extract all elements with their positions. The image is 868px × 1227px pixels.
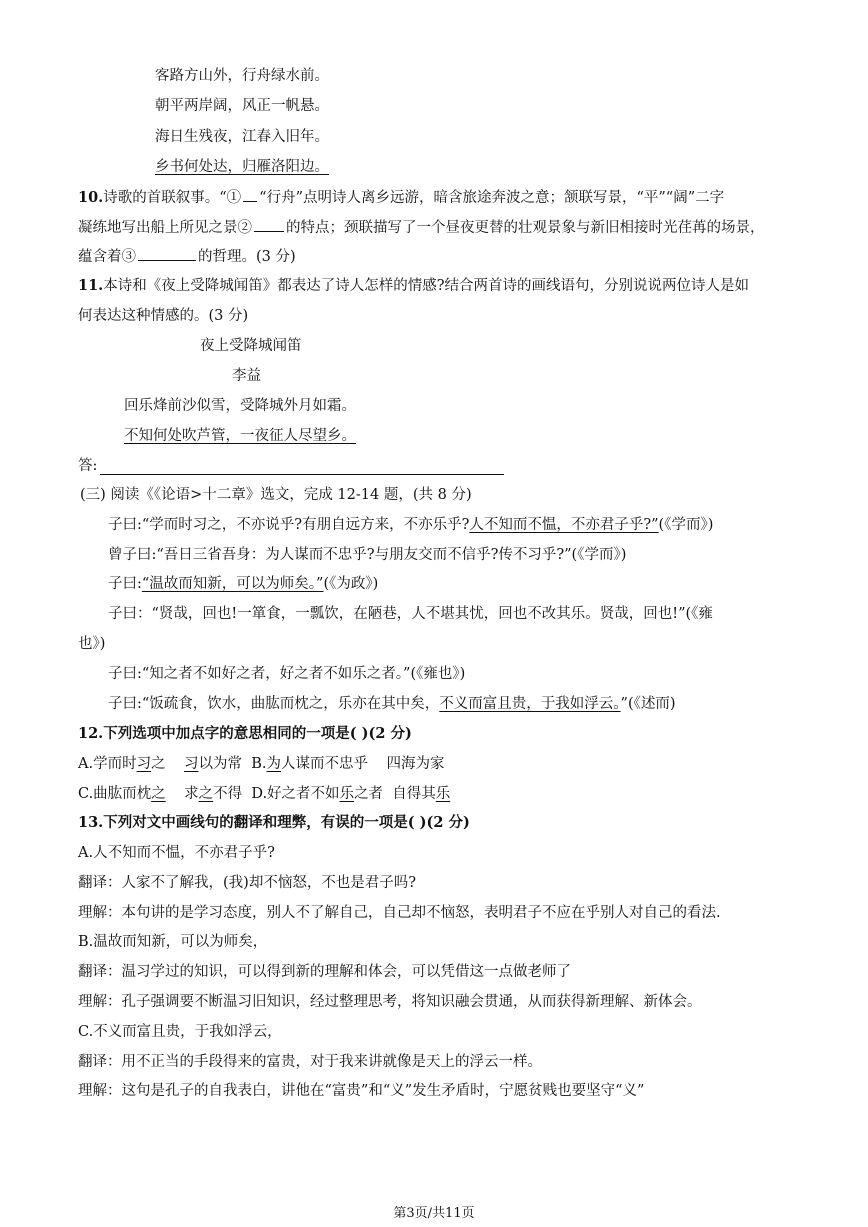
poem-line-2: 朝平两岸阔，风正一帆悬。 — [155, 98, 329, 114]
q13-b-understanding: 理解：孔子强调要不断温习旧知识，经过整理思考，将知识融会贯通，从而获得新理解、新体会。 — [78, 994, 702, 1010]
q12-d-marked-1: 乐 — [339, 786, 355, 802]
q12-b-text: 人谋而不忠乎 四海为家 — [281, 756, 445, 772]
analects-para-6-text: 子曰:“饭疏食，饮水，曲肱而枕之，乐亦在其中矣， — [108, 696, 440, 712]
q12-options-ab — [78, 754, 444, 774]
q11-answer-label: 答: — [78, 458, 98, 474]
section3-heading: (三) 阅读《《论语>十二章》选文，完成 12-14 题，(共 8 分) — [80, 487, 472, 503]
q12-c-text-2: 求 — [165, 786, 199, 802]
q11-line-2: 何表达这种情感的。(3 分) — [78, 308, 249, 324]
analects-para-6 — [108, 694, 676, 714]
q11-poem-line-2: 不知何处吹芦管，一夜征人尽望乡。 — [124, 428, 356, 444]
poem-line-1: 客路方山外，行舟绿水前。 — [155, 68, 329, 84]
q13-c-sentence: C.不义而富且贵，于我如浮云， — [78, 1024, 282, 1040]
analects-para-6-source: ”(《述而) — [620, 696, 676, 712]
q13-c-understanding: 理解：这句是孔子的自我表白，讲他在“富贵”和“义”发生矛盾时，宁愿贫贱也要坚守“义” — [78, 1083, 645, 1099]
q12-c-text-1: C.曲肱而枕 — [78, 786, 152, 802]
q12-b-marked-1: 为 — [266, 756, 282, 772]
analects-para-6-underlined: 不义而富且贵，于我如浮云。 — [439, 696, 621, 712]
q13-a-sentence: A.人不知而不愠，不亦君子乎? — [78, 845, 275, 861]
q10-blank-1[interactable] — [243, 187, 257, 202]
q10-text-c: 凝练地写出船上所见之景② — [78, 220, 252, 236]
q12-d-marked-2: 乐 — [435, 786, 451, 802]
q12-d-text-1: 不得 D.好之者不如 — [213, 786, 340, 802]
q12-a-text-1: A.学而时 — [78, 756, 137, 772]
q13-b-translation: 翻译：温习学过的知识，可以得到新的理解和体会，可以凭借这一点做老师了 — [78, 964, 571, 980]
q10-line-3 — [78, 246, 296, 267]
analects-para-2 — [108, 545, 626, 565]
poem-line-3: 海日生残夜，江春入旧年。 — [155, 129, 329, 145]
q11-answer-line[interactable] — [100, 474, 504, 475]
analects-para-3-speaker: 子曰: — [108, 576, 142, 592]
q11-poem-line-1: 回乐烽前沙似雪，受降城外月如霜。 — [124, 398, 356, 414]
q11-text-a: 本诗和《夜上受降城闻笛》都表达了诗人怎样的情感?结合两首诗的画线语句，分别说说两位诗人是如 — [103, 278, 750, 294]
q11-poem-title: 夜上受降城闻笛 — [200, 338, 302, 354]
q13-a-translation: 翻译：人家不了解我，(我)却不恼怒，不也是君子吗? — [78, 875, 417, 891]
analects-para-1-source: (《学而》) — [658, 517, 714, 533]
q10-text-d: 的特点；颈联描写了一个昼夜更替的壮观景象与新旧相接时光荏苒的场景， — [286, 220, 765, 236]
q12-a-marked-1: 习 — [136, 756, 152, 772]
analects-para-3-underlined: “温故而知新，可以为师矣。” — [141, 576, 324, 592]
q10-text-a: 诗歌的首联叙事。“① — [103, 190, 242, 206]
q11-poem-author: 李益 — [232, 368, 261, 384]
q13-c-translation: 翻译：用不正当的手段得来的富贵，对于我来讲就像是天上的浮云一样。 — [78, 1054, 542, 1070]
q10-line-2 — [78, 217, 765, 238]
analects-para-2-source: (《学而》) — [571, 547, 627, 563]
poem-line-4: 乡书何处达，归雁洛阳边。 — [155, 159, 329, 175]
q12-options-cd — [78, 784, 450, 804]
q10-blank-3[interactable] — [138, 246, 196, 261]
q10-text-b: “行舟”点明诗人离乡远游，暗含旅途奔波之意；颔联写景，“平”“阔”二字 — [259, 190, 725, 206]
analects-para-2-text: 曾子曰:“吾日三省吾身：为人谋而不忠乎?与朋友交而不信乎?传不习乎?” — [108, 547, 572, 563]
q11-line-1 — [78, 276, 749, 296]
q12-a-text-2: 之 — [151, 756, 185, 772]
page-number: 第3页/共11页 — [393, 1206, 475, 1221]
q11-number: 11. — [78, 277, 104, 294]
analects-para-1-text: 子曰:“学而时习之，不亦说乎?有朋自远方来，不亦乐乎? — [108, 517, 470, 533]
analects-para-4-cont: 也》) — [78, 636, 106, 652]
q10-blank-2[interactable] — [254, 217, 284, 232]
analects-para-5: 子曰:“知之者不如好之者，好之者不如乐之者。”(《雍也》) — [108, 666, 466, 682]
q12-stem: 12.下列选项中加点字的意思相同的一项是( )(2 分) — [78, 725, 412, 742]
q10-line-1 — [78, 187, 724, 208]
q13-b-sentence: B.温故而知新，可以为师矣， — [78, 934, 268, 950]
q12-d-text-2: 之者 自得其 — [354, 786, 436, 802]
analects-para-3 — [108, 574, 378, 594]
analects-para-4: 子曰：“贤哉，回也!一箪食，一瓢饮，在陋巷，人不堪其忧，回也不改其乐。贤哉，回也!”(《雍 — [108, 606, 713, 622]
q12-c-marked-1: 之 — [151, 786, 166, 802]
analects-para-1-underlined: 人不知而不愠，不亦君子乎?” — [469, 517, 659, 533]
analects-para-3-source: (《为政》) — [323, 576, 379, 592]
q13-a-understanding: 理解：本句讲的是学习态度，别人不了解自己，自己却不恼怒，表明君子不应在乎别人对自己的看法. — [78, 905, 721, 921]
analects-para-1 — [108, 515, 713, 535]
q12-a-text-3: 以为常 B. — [198, 756, 267, 772]
q10-text-e: 蕴含着③ — [78, 249, 136, 265]
q10-text-f: 的哲理。(3 分) — [198, 249, 296, 265]
q13-stem: 13.下列对文中画线句的翻译和理弊，有误的一项是( )(2 分) — [78, 814, 470, 831]
q12-c-marked-2: 之 — [198, 786, 214, 802]
q12-a-marked-2: 习 — [184, 756, 199, 772]
q10-number: 10. — [78, 189, 104, 206]
